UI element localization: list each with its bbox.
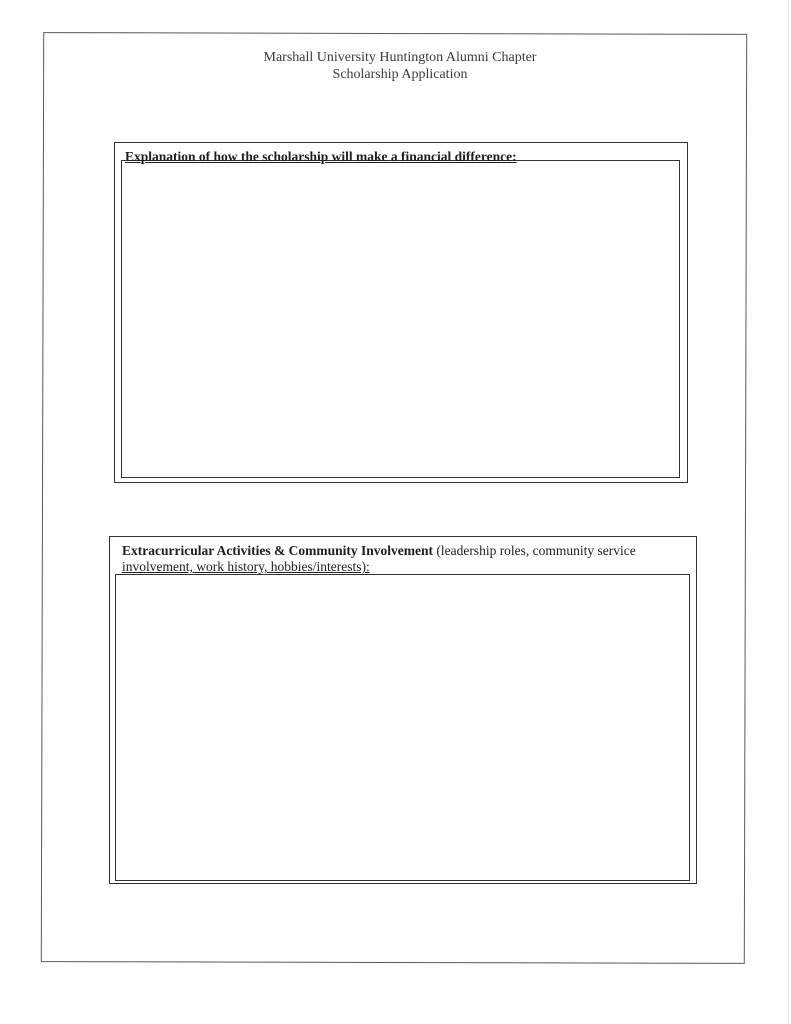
- extracurricular-response-box[interactable]: [115, 574, 690, 881]
- financial-difference-section: [114, 142, 688, 483]
- scan-edge: [788, 0, 789, 1024]
- extracurricular-label: [122, 543, 694, 575]
- financial-difference-response-box[interactable]: [121, 160, 680, 478]
- extracurricular-label-bold: Extracurricular Activities & Community Involvement: [122, 543, 433, 558]
- header-organization: Marshall University Huntington Alumni Chapter: [263, 50, 537, 65]
- financial-difference-label: Explanation of how the scholarship will make a financial difference:: [125, 149, 517, 164]
- extracurricular-section: [109, 536, 697, 884]
- extracurricular-label-rest: (leadership roles, community service: [432, 543, 636, 558]
- header-form-title: Scholarship Application: [332, 67, 468, 82]
- extracurricular-label-line2: involvement, work history, hobbies/interests):: [122, 559, 370, 574]
- document-header: [0, 49, 791, 83]
